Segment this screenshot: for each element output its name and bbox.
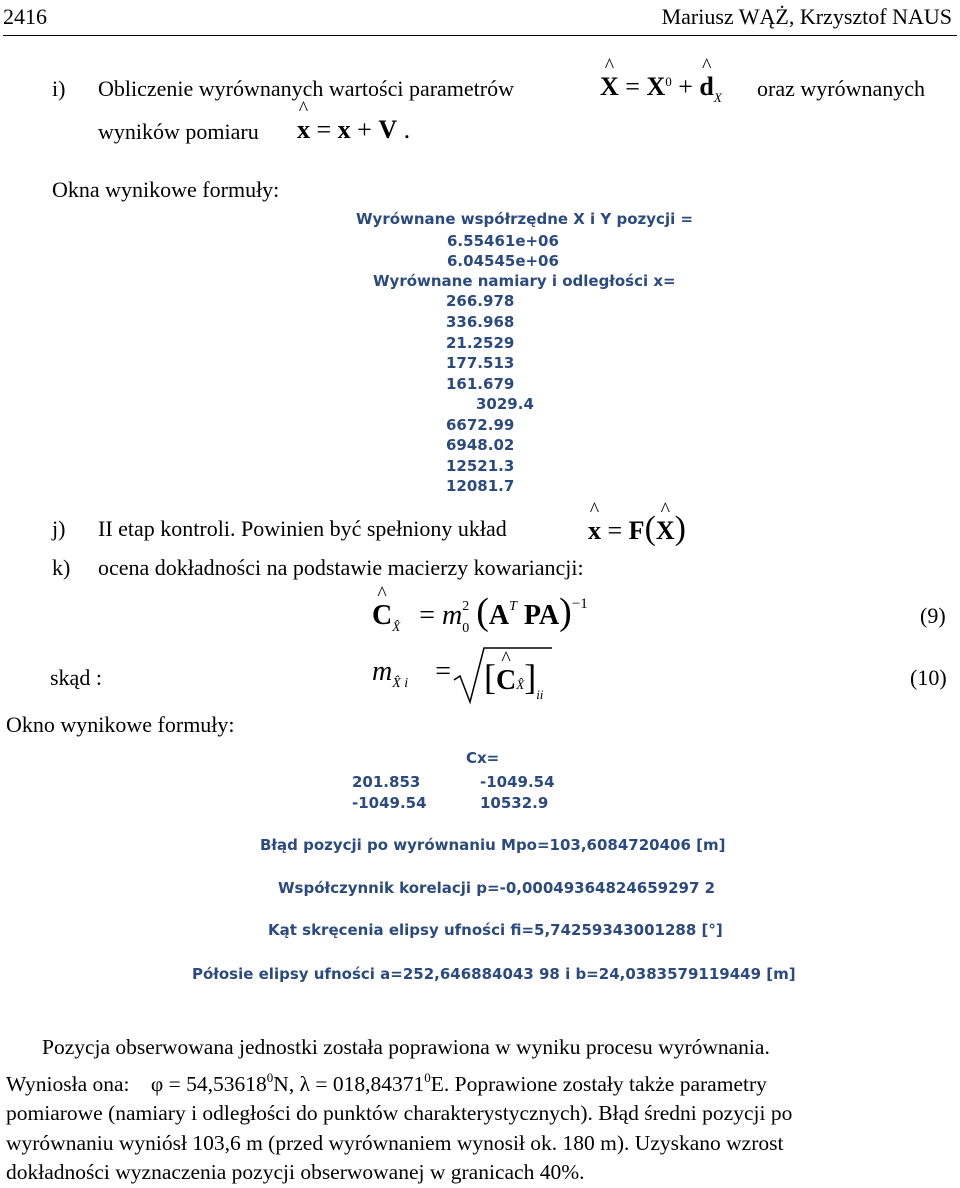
output1-value: 177.513 — [446, 354, 515, 372]
output1-value: 266.978 — [446, 292, 515, 310]
equation-10-radicand: [^ $CX̂]_{ii}$ — [484, 656, 543, 703]
output2-ellipse-angle: Kąt skręcenia elipsy ufności fi=5,74259343001288 [°] — [268, 921, 723, 939]
page-number: 2416 — [3, 4, 47, 29]
running-header-authors: Mariusz WĄŻ, Krzysztof NAUS — [661, 4, 952, 29]
output1-value: 3029.4 — [476, 395, 534, 413]
output1-value: 6672.99 — [446, 416, 515, 434]
item-j-text: II etap kontroli. Powinien być spełniony układ — [98, 516, 507, 541]
item-i-text: Obliczenie wyrównanych wartości parametrów — [98, 76, 515, 101]
item-i-line2: wyników pomiaru — [98, 119, 259, 144]
output1-x: 6.55461e+06 — [447, 232, 559, 250]
output1-value: 12081.7 — [446, 477, 515, 495]
equation-10-number: (10) — [910, 665, 947, 690]
latitude-suffix: N, — [273, 1071, 300, 1096]
output2-matrix-cell: -1049.54 — [352, 794, 427, 812]
output1-title: Wyrównane współrzędne X i Y pozycji = — [356, 210, 694, 228]
longitude-suffix: E. Poprawione zostały także parametry — [430, 1071, 767, 1096]
output1-value: 6948.02 — [446, 436, 515, 454]
paragraph-line: wyrównaniu wyniósł 103,6 m (przed wyrównaniem wynosił ok. 180 m). Uzyskano wzrost — [6, 1130, 784, 1155]
equation-x-hat: ^ $X = X^0$ + ^ $d_X$ — [600, 72, 722, 106]
paragraph-line: Pozycja obserwowana jednostki została poprawiona w wyniku procesu wyrównania. — [42, 1035, 770, 1059]
header-rule — [3, 35, 957, 36]
output1-value: 21.2529 — [446, 334, 515, 352]
output2-matrix-cell: 201.853 — [352, 773, 421, 791]
skad-label: skąd : — [50, 665, 102, 690]
output2-position-error: Błąd pozycji po wyrównaniu Mpo=103,6084720406 [m] — [260, 836, 726, 854]
equation-control: ^ x = F(^ X) — [588, 510, 686, 548]
output2-matrix-cell: 10532.9 — [480, 794, 549, 812]
equation-x-hat-obs: ^ x = x + V . — [297, 115, 410, 145]
paragraph-line: pomiarowe (namiary i odległości do punktów charakterystycznych). Błąd średni pozycji po — [6, 1101, 793, 1126]
longitude: λ = 018,84371 — [299, 1071, 425, 1096]
output1-value: 161.679 — [446, 375, 515, 393]
paragraph-text: Wyniosła ona: — [6, 1071, 130, 1096]
output2-matrix-cell: -1049.54 — [480, 773, 555, 791]
equation-10: $m_{X̂ i}$ = — [372, 656, 451, 691]
paragraph-line-coordinates — [6, 1063, 954, 1100]
degree-sup: 0 — [266, 1069, 274, 1085]
output1-title2: Wyrównane namiary i odległości x= — [373, 272, 676, 290]
item-k-marker: k) — [52, 555, 71, 580]
paragraph-line: dokładności wyznaczenia pozycji obserwowanej w granicach 40%. — [6, 1160, 585, 1185]
summary-paragraph — [6, 1033, 954, 1188]
item-j-marker: j) — [52, 516, 66, 541]
equation-9: ^ $C_{X̂} = m^2_0$ ($A^T$ PA)$^{-1}$ — [372, 590, 588, 635]
section1-label: Okna wynikowe formuły: — [52, 177, 280, 202]
equation-9-number: (9) — [920, 603, 946, 628]
output1-value: 12521.3 — [446, 457, 515, 475]
item-k-text: ocena dokładności na podstawie macierzy kowariancji: — [98, 555, 584, 580]
output2-cx-title: Cx= — [466, 749, 500, 767]
latitude: φ = 54,53618 — [150, 1071, 267, 1096]
item-i-marker: i) — [52, 76, 66, 101]
output1-value: 336.968 — [446, 313, 515, 331]
output2-correlation: Współczynnik korelacji p=-0,00049364824659297 2 — [278, 879, 716, 897]
output2-ellipse-axes: Półosie elipsy ufności a=252,646884043 98 i b=24,0383579119449 [m] — [192, 965, 796, 983]
degree-sup: 0 — [424, 1069, 431, 1085]
section2-label: Okno wynikowe formuły: — [6, 712, 235, 737]
output1-y: 6.04545e+06 — [447, 252, 559, 270]
item-i-text-after: oraz wyrównanych — [757, 76, 925, 101]
